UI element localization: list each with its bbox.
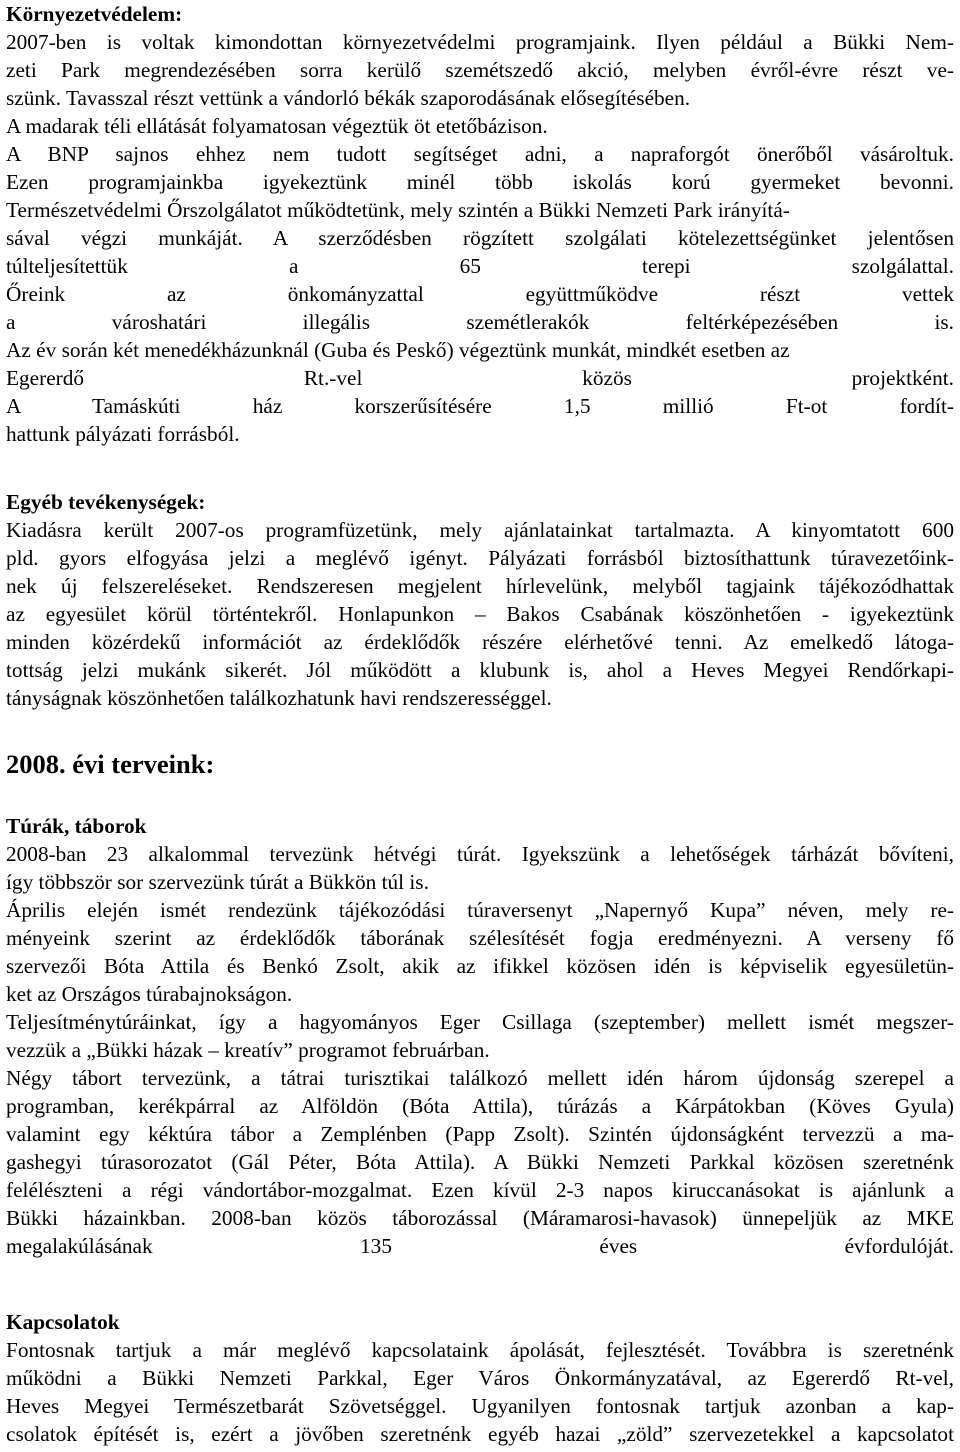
text-line: Ezen programjainkba igyekeztünk minél több iskolás korú gyermeket bevonni. (6, 170, 954, 194)
text-line: Bükki házainkban. 2008-ban közös táborozással (Máramarosi-havasok) ünnepeljük az MKE (6, 1206, 954, 1230)
text-line: Teljesítménytúráinkat, így a hagyományos Eger Csillaga (szeptember) mellett ismét megszer- (6, 1010, 954, 1034)
text-line: Négy tábort tervezünk, a tátrai turisztikai találkozó mellett idén három újdonság szerepel a (6, 1066, 954, 1090)
text-line: vezzük a „Bükki házak – kreatív” programot februárban. (6, 1038, 490, 1062)
text-line: Az év során két menedékházunknál (Guba és Peskő) végeztünk munkát, mindkét esetben az (6, 338, 790, 362)
text-line: A madarak téli ellátását folyamatosan végeztük öt etetőbázison. (6, 114, 548, 138)
text-line: Őreink az önkományzattal együttműködve részt vettek (6, 282, 954, 306)
text-line: minden közérdekű információt az érdeklődők részére elérhetővé tenni. Az emelkedő látoga- (6, 630, 954, 654)
heading-other-activities: Egyéb tevékenységek: (6, 490, 206, 514)
text-line: 2008-ban 23 alkalommal tervezünk hétvégi túrát. Igyekszünk a lehetőségek tárházát bővíteni, (6, 842, 954, 866)
text-line: Heves Megyei Természetbarát Szövetséggel. Ugyanilyen fontosnak tartjuk azonban a kap- (6, 1394, 954, 1418)
text-line: zeti Park megrendezésében sorra kerülő szemétszedő akció, melyben évről-évre részt ve- (6, 58, 954, 82)
text-line: ket az Országos túrabajnokságon. (6, 982, 293, 1006)
text-line: Április elején ismét rendezünk tájékozódási túraversenyt „Napernyő Kupa” néven, mely re- (6, 898, 954, 922)
text-line: így többször sor szervezünk túrát a Bükkön túl is. (6, 870, 429, 894)
text-line: felélészteni a régi vándortábor-mozgalmat. Ezen kívül 2-3 napos kiruccanásokat is ajánlunk a (6, 1178, 954, 1202)
text-line: megalakúlásának 135 éves évfordulóját. (6, 1234, 954, 1258)
text-line: ményeink szerint az érdeklődők táborának szélesítését fogja eredményezni. A verseny fő (6, 926, 954, 950)
text-line: Kiadásra került 2007-os programfüzetünk, mely ajánlatainkat tartalmazta. A kinyomtatott 600 (6, 518, 954, 542)
text-line: az egyesület körül történtekről. Honlapunkon – Bakos Csabának köszönhetően - igyekeztünk (6, 602, 954, 626)
text-line: tottság jelzi mukánk sikerét. Jól működött a klubunk is, ahol a Heves Megyei Rendőrkapi- (6, 658, 954, 682)
text-line: szünk. Tavasszal részt vettünk a vándorló békák szaporodásának elősegítésében. (6, 86, 691, 110)
text-line: Természetvédelmi Őrszolgálatot működtetünk, mely szintén a Bükki Nemzeti Park irányítá- (6, 198, 790, 222)
heading-tours-camps: Túrák, táborok (6, 814, 147, 838)
text-line: gashegyi túrasorozatot (Gál Péter, Bóta Attila). A Bükki Nemzeti Parkkal közösen szeretnénk (6, 1150, 954, 1174)
text-line: túlteljesítettük a 65 terepi szolgálattal. (6, 254, 954, 278)
heading-contacts: Kapcsolatok (6, 1310, 120, 1334)
text-line: Fontosnak tartjuk a már meglévő kapcsolataink ápolását, fejlesztését. Továbbra is szeretnénk (6, 1338, 954, 1362)
text-line: sával végzi munkáját. A szerződésben rögzített szolgálati kötelezettségünket jelentősen (6, 226, 954, 250)
heading-2008-plans: 2008. évi terveink: (6, 749, 215, 779)
heading-environment: Környezetvédelem: (6, 2, 183, 26)
text-line: csolatok építését is, ezért a jövőben szeretnénk egyéb hazai „zöld” szervezetekkel a kapcsolatot (6, 1422, 954, 1446)
text-line: programban, kerékpárral az Alföldön (Bóta Attila), túrázás a Kárpátokban (Köves Gyula) (6, 1094, 954, 1118)
text-line: A Tamáskúti ház korszerűsítésére 1,5 millió Ft-ot fordít- (6, 394, 954, 418)
text-line: nek új felszereléseket. Rendszeresen megjelent hírlevelünk, melyből tagjaink tájékozódhattak (6, 574, 954, 598)
text-line: Egererdő Rt.-vel közös projektként. (6, 366, 954, 390)
text-line: működni a Bükki Nemzeti Parkkal, Eger Város Önkormányzatával, az Egererdő Rt-vel, (6, 1366, 954, 1390)
text-line: szervezői Bóta Attila és Benkó Zsolt, akik az ifikkel közösen idén is képviselik egyesületün- (6, 954, 954, 978)
text-line: 2007-ben is voltak kimondottan környezetvédelmi programjaink. Ilyen például a Bükki Nem- (6, 30, 954, 54)
text-line: A BNP sajnos ehhez nem tudott segítséget adni, a napraforgót önerőből vásároltuk. (6, 142, 954, 166)
text-line: valamint egy kéktúra tábor a Zemplénben (Papp Zsolt). Szintén újdonságként tervezzü a ma- (6, 1122, 954, 1146)
text-line: tányságnak köszönhetően találkozhatunk havi rendszerességgel. (6, 686, 552, 710)
text-line: hattunk pályázati forrásból. (6, 422, 240, 446)
text-line: a városhatári illegális szemétlerakók feltérképezésében is. (6, 310, 954, 334)
text-line: pld. gyors elfogyása jelzi a meglévő igényt. Pályázati forrásból biztosíthattunk túravezetőink- (6, 546, 954, 570)
